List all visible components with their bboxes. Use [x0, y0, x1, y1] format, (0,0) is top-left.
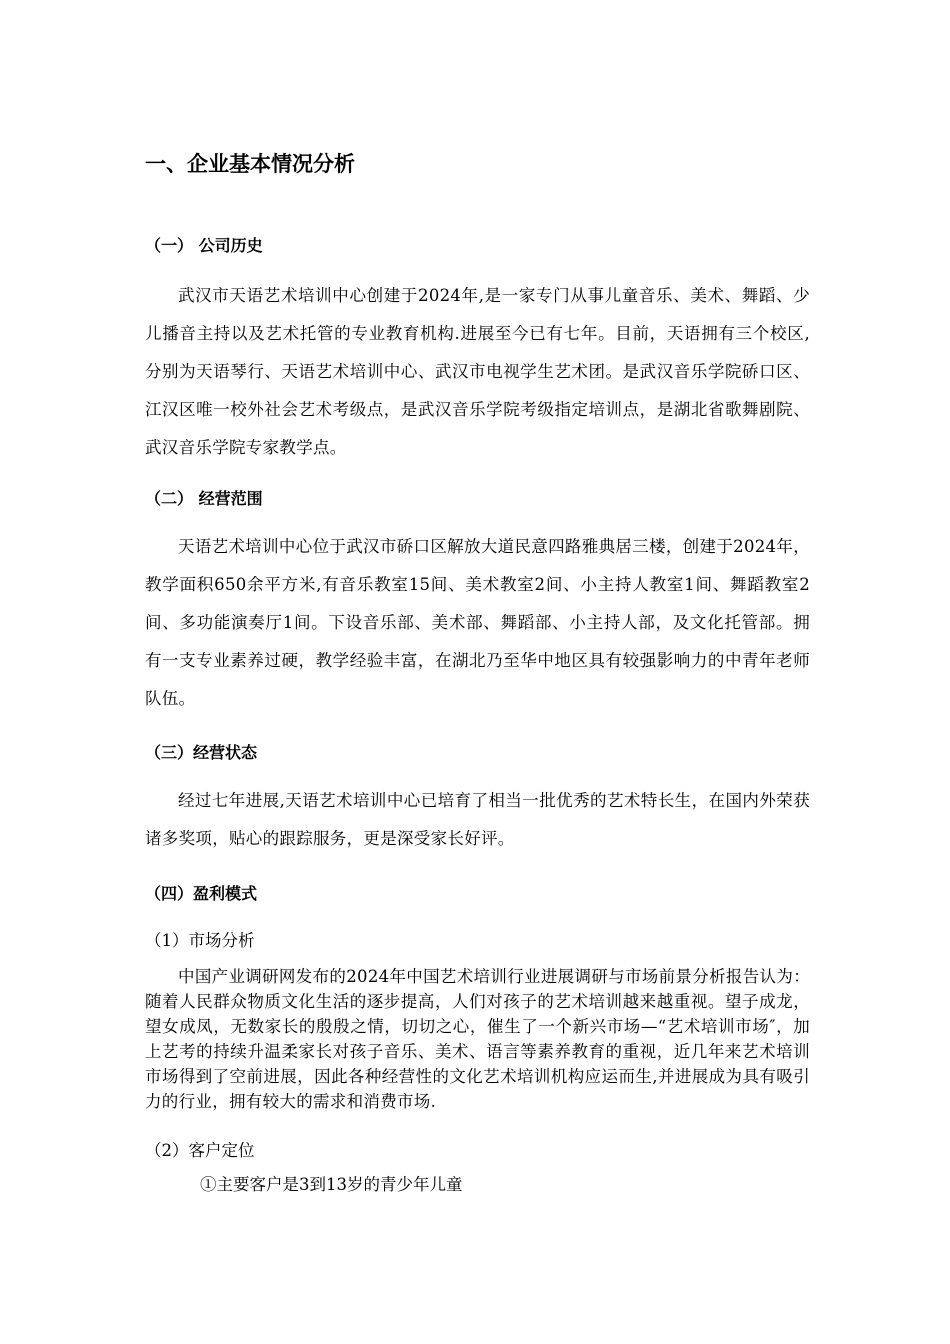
- subheading-market-analysis: （1）市场分析: [145, 931, 255, 950]
- section-heading-scope: （二） 经营范围: [145, 489, 263, 508]
- section-body-scope: 天语艺术培训中心位于武汉市硚口区解放大道民意四路雅典居三楼，创建于2024年，教学面积650余平方米,有音乐教室15间、美术教室2间、小主持人教室1间、舞蹈教室2间、多功能演奏厅1间。下设音乐部、美术部、舞蹈部、小主持人部，及文化托管部。拥有一支专业素养过硬，教学经验丰富，在湖北乃至华中地区具有较强影响力的中青年老师队伍。: [145, 537, 810, 708]
- page-title: 一、企业基本情况分析: [145, 152, 355, 176]
- section-heading-profit: （四）盈利模式: [145, 884, 258, 903]
- section-body-market: 中国产业调研网发布的2024年中国艺术培训行业进展调研与市场前景分析报告认为：随着人民群众物质文化生活的逐步提高，人们对孩子的艺术培训越来越重视。望子成龙，望女成凤，无数家长的殷殷之情，切切之心，催生了一个新兴市场—“艺术培训市场″，加上艺考的持续升温柔家长对孩子音乐、美术、语言等素养教育的重视，近几年来艺术培训市场得到了空前进展，因此各种经营性的文化艺术培训机构应运而生,并进展成为具有吸引力的行业，拥有较大的需求和消费市场.: [145, 967, 810, 1111]
- section-body-history: 武汉市天语艺术培训中心创建于2024年,是一家专门从事儿童音乐、美术、舞蹈、少儿播音主持以及艺术托管的专业教育机构.进展至今已有七年。目前，天语拥有三个校区,分别为天语琴行、天语艺术培训中心、武汉市电视学生艺术团。是武汉音乐学院硚口区、江汉区唯一校外社会艺术考级点，是武汉音乐学院考级指定培训点，是湖北省歌舞剧院、武汉音乐学院专家教学点。: [145, 286, 810, 457]
- section-body-status: 经过七年进展,天语艺术培训中心已培育了相当一批优秀的艺术特长生，在国内外荣获诸多奖项，贴心的跟踪服务，更是深受家长好评。: [145, 791, 810, 848]
- subheading-customer-positioning: （2）客户定位: [145, 1141, 255, 1160]
- section-heading-history: （一） 公司历史: [145, 236, 263, 255]
- section-heading-status: （三）经营状态: [145, 743, 258, 762]
- list-item: ①主要客户是3到13岁的青少年儿童: [200, 1175, 463, 1194]
